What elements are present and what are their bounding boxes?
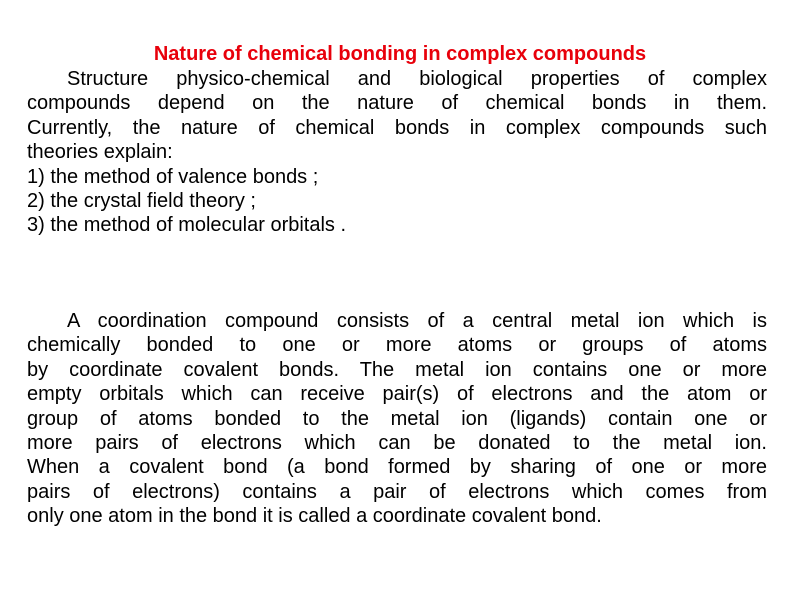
text-line: only one atom in the bond it is called a coordinate covalent bond.: [27, 505, 602, 528]
coordination-paragraph: [27, 309, 767, 529]
text-line: When a covalent bond (a bond formed by sharing of one or more: [27, 456, 767, 479]
text-line: pairs of electrons) contains a pair of electrons which comes from: [27, 480, 767, 503]
text-line: empty orbitals which can receive pair(s) of electrons and the atom or: [27, 383, 767, 406]
text-line: by coordinate covalent bonds. The metal ion contains one or more: [27, 358, 767, 381]
text-line: compounds depend on the nature of chemical bonds in them.: [27, 92, 767, 115]
document-title: Nature of chemical bonding in complex compounds: [153, 43, 647, 65]
text-line: A coordination compound consists of a central metal ion which is: [67, 310, 767, 332]
list-item: 1) the method of valence bonds ;: [27, 165, 319, 188]
text-line: group of atoms bonded to the metal ion (ligands) contain one or: [27, 407, 767, 430]
text-line: Currently, the nature of chemical bonds in complex compounds such: [27, 116, 767, 139]
text-line: theories explain:: [27, 141, 173, 164]
intro-paragraph: [27, 67, 767, 238]
text-line: chemically bonded to one or more atoms or groups of atoms: [27, 334, 767, 357]
text-line: Structure physico-chemical and biological properties of complex: [67, 68, 767, 90]
list-item: 2) the crystal field theory ;: [27, 189, 256, 212]
text-line: more pairs of electrons which can be donated to the metal ion.: [27, 431, 767, 454]
list-item: 3) the method of molecular orbitals .: [27, 214, 347, 237]
